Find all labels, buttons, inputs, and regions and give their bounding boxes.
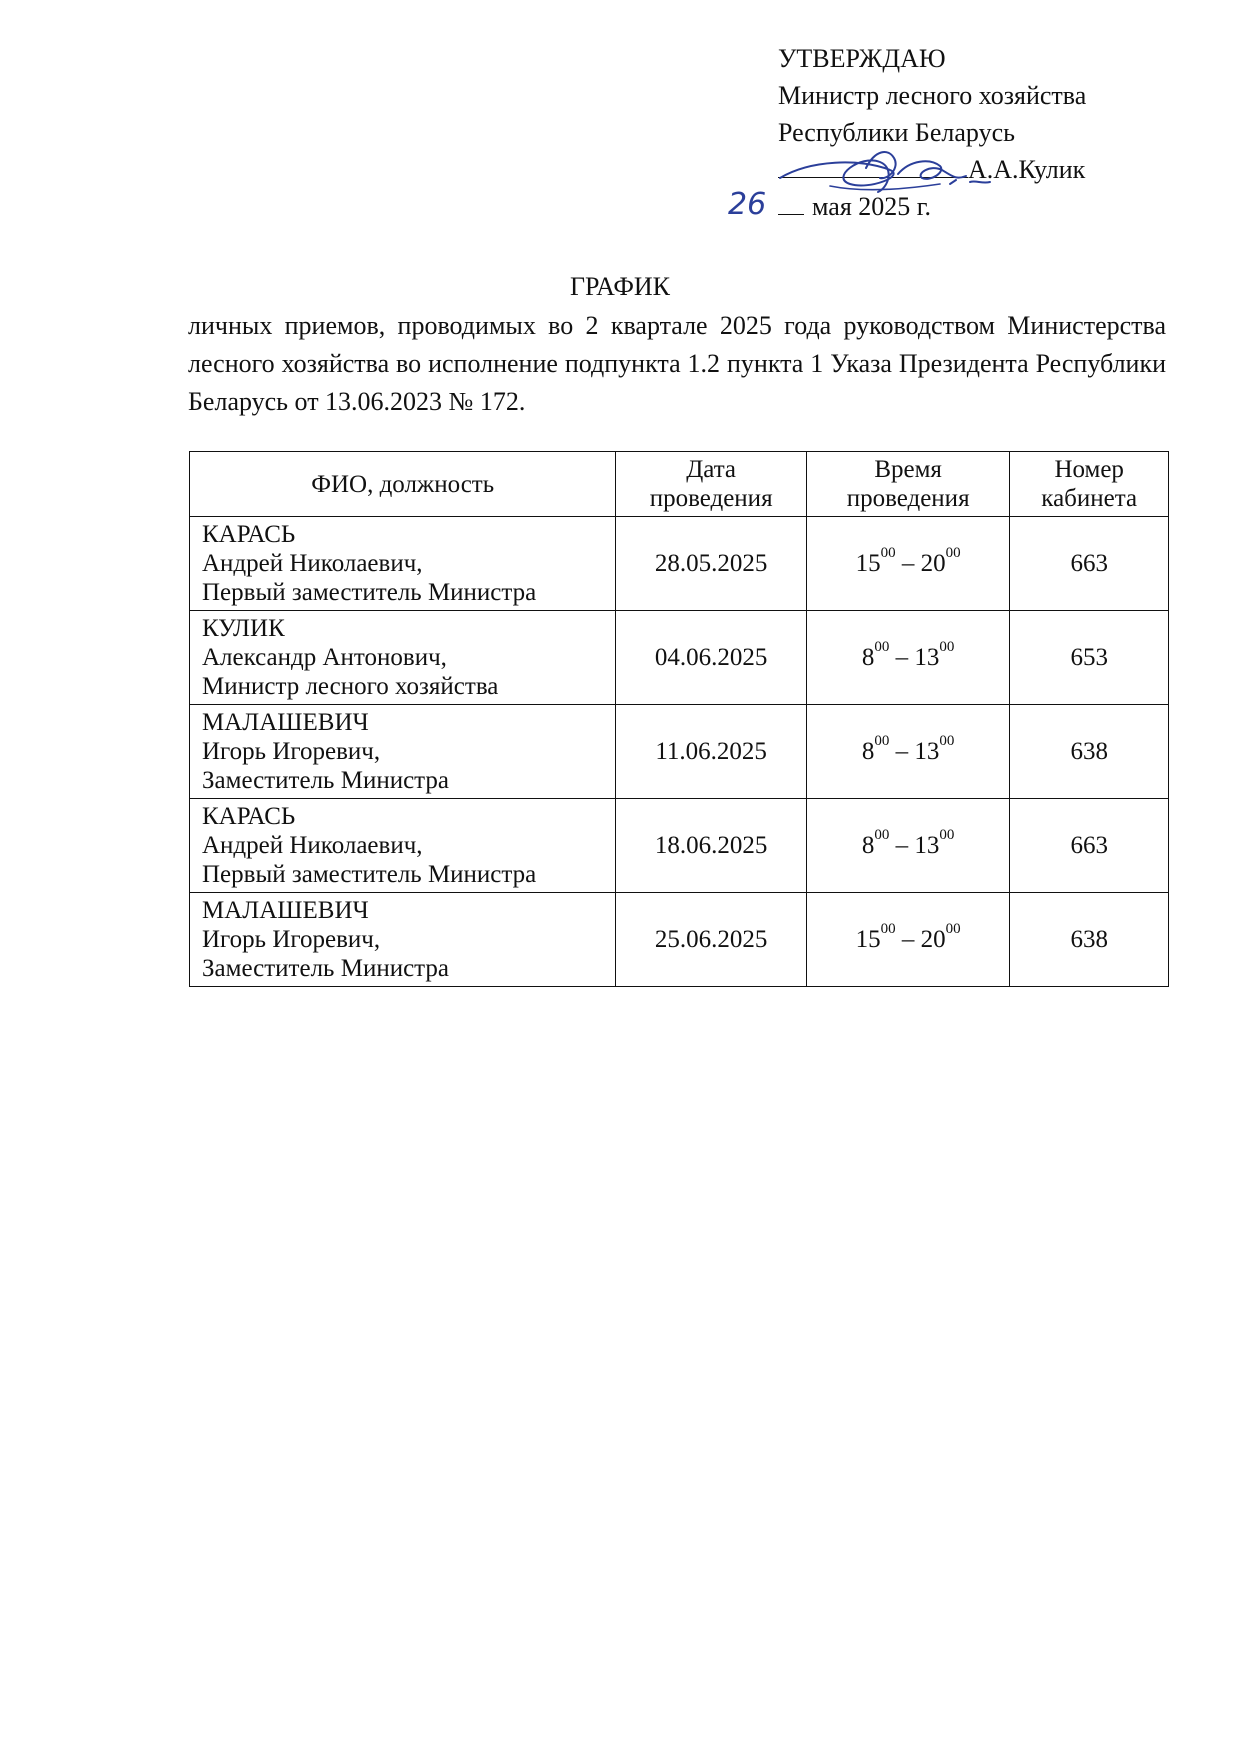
approval-position-line1: Министр лесного хозяйства — [778, 81, 1087, 110]
table-row — [190, 893, 1169, 987]
cell-room: 638 — [1010, 893, 1169, 987]
cell-time: $15^{00} - 20^{00}$ — [806, 517, 1009, 611]
handwritten-day-text: 26 — [728, 187, 767, 222]
header-time: Время проведения — [806, 452, 1009, 517]
cell-date: 11.06.2025 — [616, 705, 807, 799]
document-subtitle: личных приемов, проводимых во 2 квартале 2025 года руководством Министерства лесного хозяйства во исполнение подпункта 1.2 пункта 1 Указа Президента Республики Беларусь от 13.06.2023 № 172. — [188, 311, 1166, 416]
table-row — [190, 799, 1169, 893]
header-room: Номер кабинета — [1010, 452, 1169, 517]
cell-room: 663 — [1010, 799, 1169, 893]
cell-date: 25.06.2025 — [616, 893, 807, 987]
cell-room: 653 — [1010, 611, 1169, 705]
handwritten-signature — [770, 140, 1010, 210]
cell-person: МАЛАШЕВИЧ Игорь Игоревич, Заместитель Министра — [190, 705, 616, 799]
approval-date-text: мая 2025 г. — [812, 192, 932, 221]
cell-time: $8^{00} - 13^{00}$ — [806, 799, 1009, 893]
table-header-row — [190, 452, 1169, 517]
approval-heading: УТВЕРЖДАЮ — [778, 44, 946, 73]
cell-time: $15^{00} - 20^{00}$ — [806, 893, 1009, 987]
cell-time: $8^{00} - 13^{00}$ — [806, 705, 1009, 799]
cell-person: КУЛИК Александр Антонович, Министр лесного хозяйства — [190, 611, 616, 705]
table-row — [190, 705, 1169, 799]
header-person: ФИО, должность — [190, 452, 616, 517]
cell-person: КАРАСЬ Андрей Николаевич, Первый заместитель Министра — [190, 799, 616, 893]
document-title: ГРАФИК — [570, 272, 670, 301]
table-row — [190, 517, 1169, 611]
approval-position-line2: Республики Беларусь — [778, 118, 1015, 147]
cell-date: 04.06.2025 — [616, 611, 807, 705]
header-date: Дата проведения — [616, 452, 807, 517]
handwritten-day — [724, 184, 804, 224]
cell-room: 638 — [1010, 705, 1169, 799]
cell-date: 28.05.2025 — [616, 517, 807, 611]
table-row — [190, 611, 1169, 705]
schedule-table — [189, 451, 1169, 987]
cell-time: $8^{00} - 13^{00}$ — [806, 611, 1009, 705]
cell-date: 18.06.2025 — [616, 799, 807, 893]
cell-person: МАЛАШЕВИЧ Игорь Игоревич, Заместитель Министра — [190, 893, 616, 987]
cell-room: 663 — [1010, 517, 1169, 611]
cell-person: КАРАСЬ Андрей Николаевич, Первый заместитель Министра — [190, 517, 616, 611]
signatory-name: А.А.Кулик — [968, 155, 1086, 184]
